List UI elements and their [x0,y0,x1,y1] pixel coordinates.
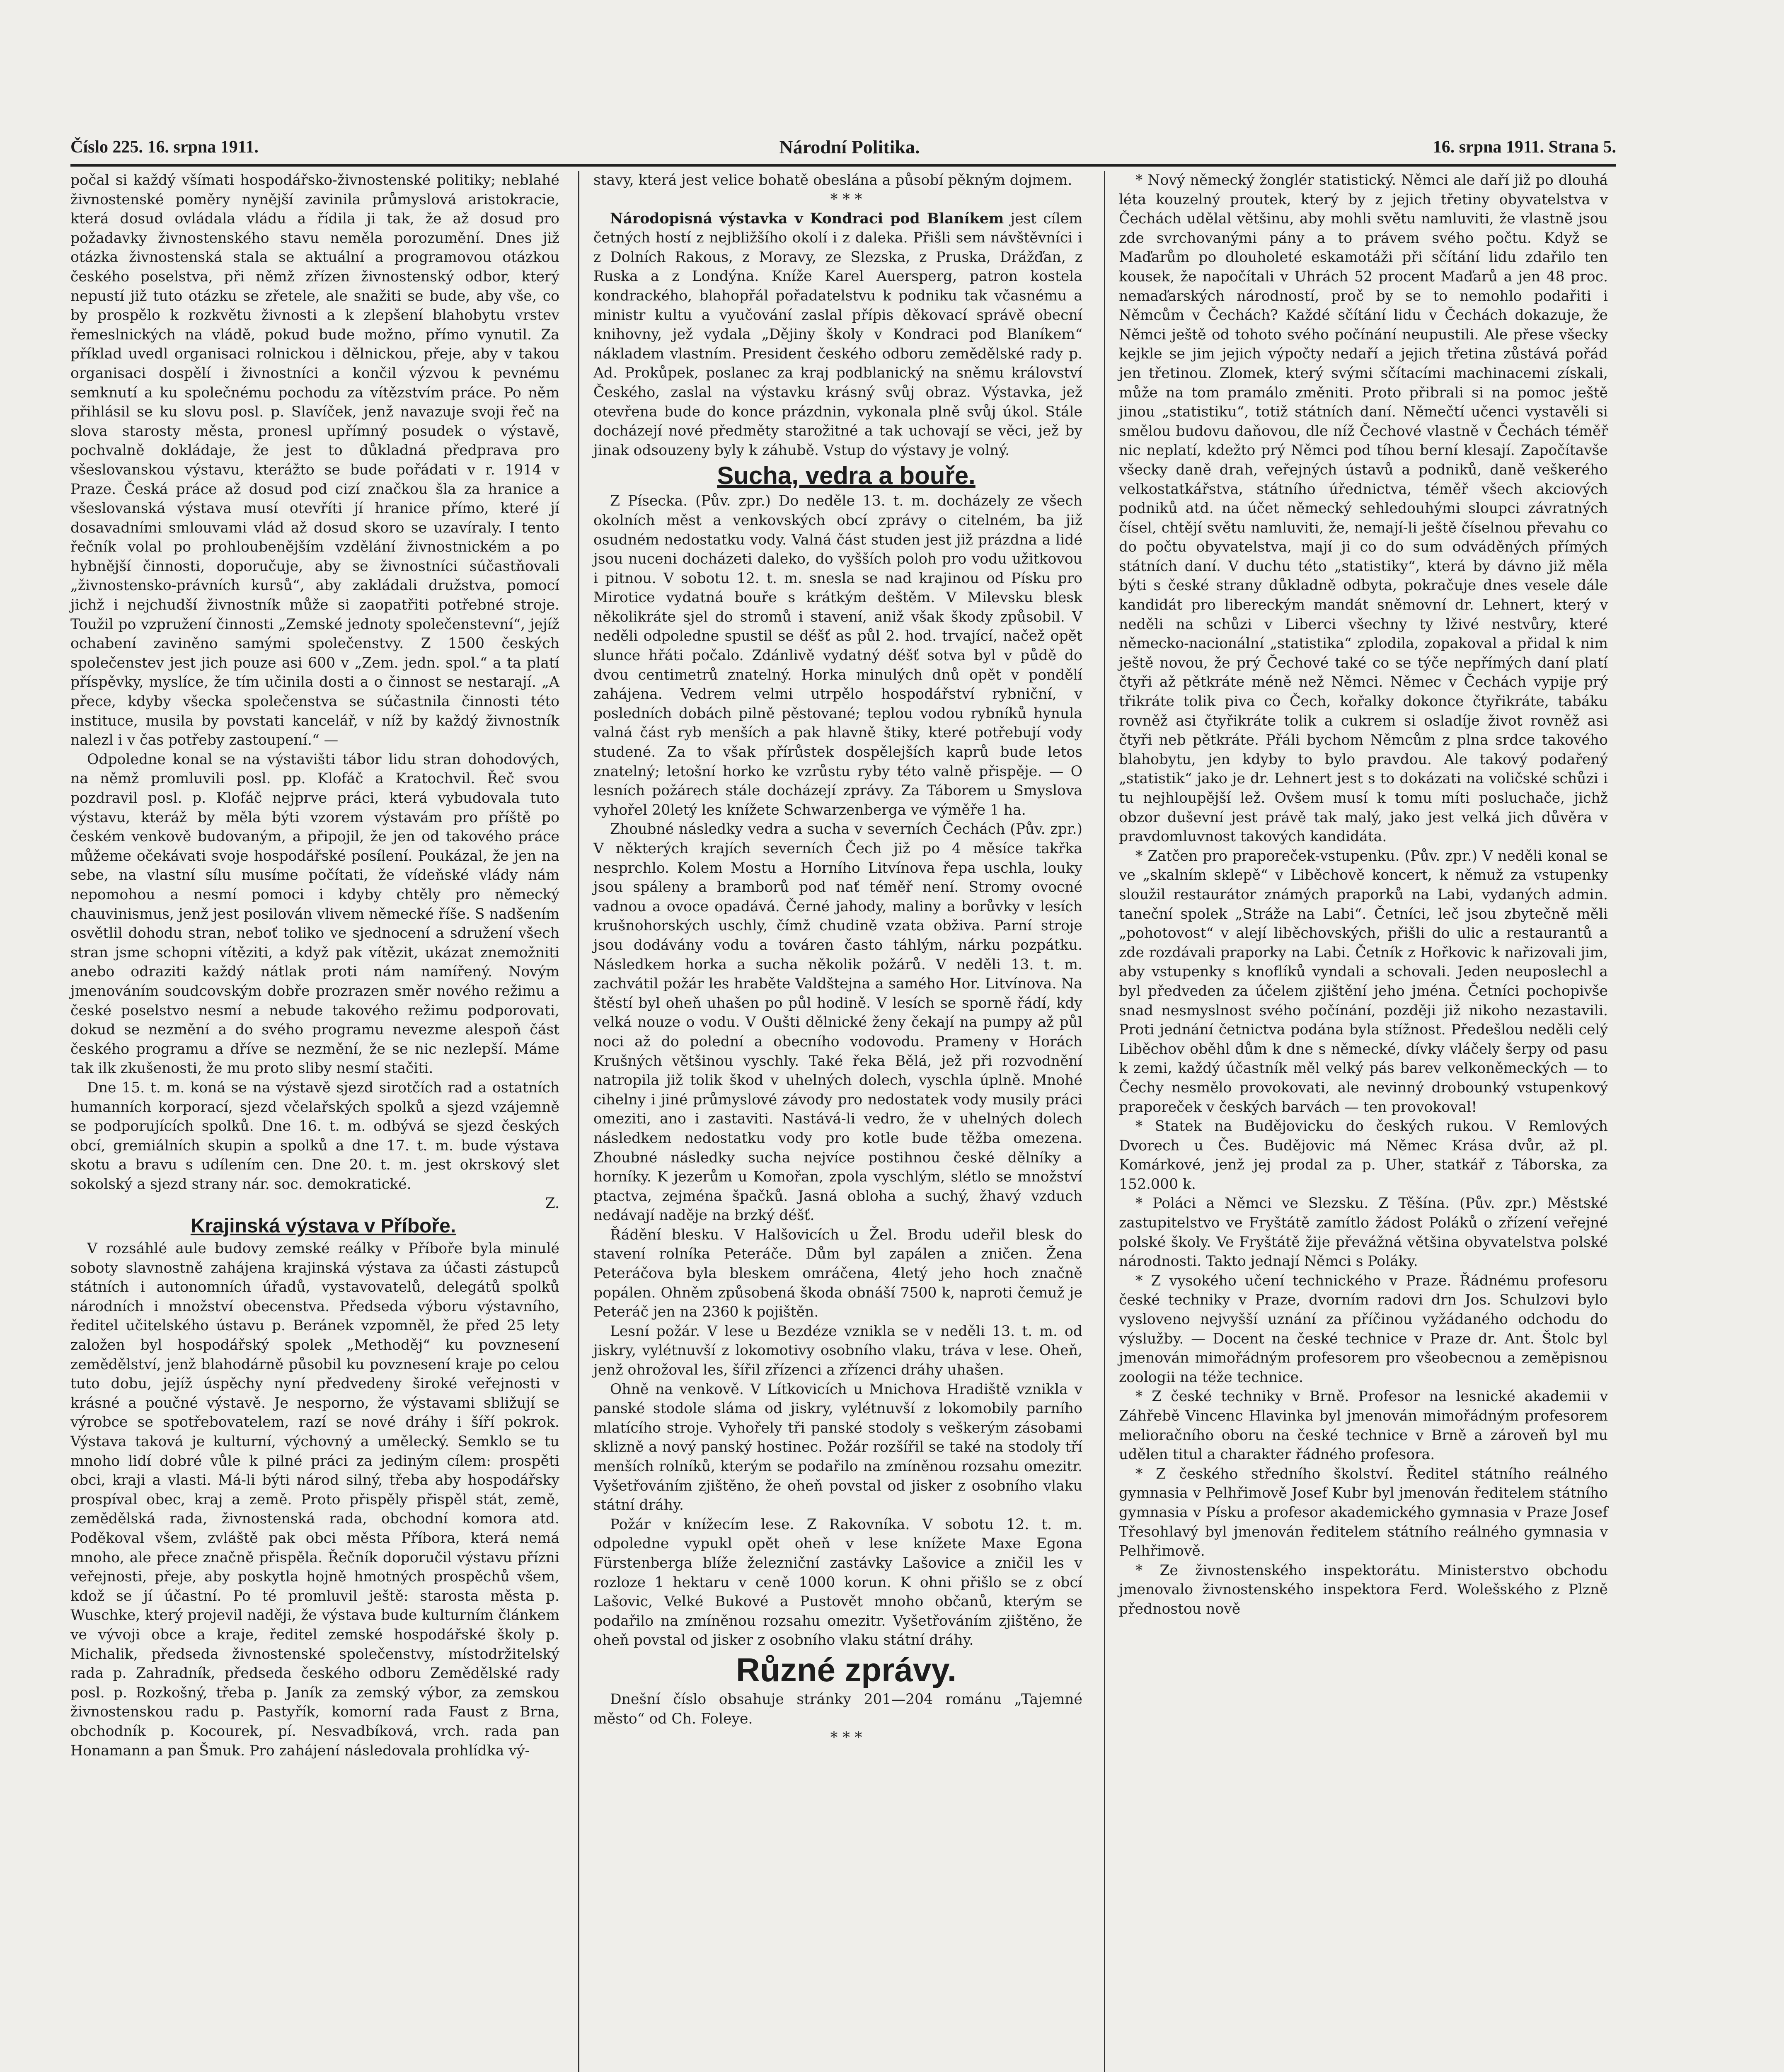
issue-number: Číslo 225. 16. srpna 1911. [70,138,259,157]
paragraph [593,209,1082,460]
header-rule [70,164,1616,167]
article-lead: Národopisná výstavka v Kondraci pod Blaníkem [610,210,1004,227]
paragraph: * Zatčen pro praporeček-vstupenku. (Pův. zpr.) V neděli konal se ve „skalním sklepě“ v Liběchově koncert, k němuž za vstupenky sloužil restaurátor známých praporků na Labi, vydaných admin. taneční spolek „Stráže na Labi“. Četníci, leč jsou zbytečně měli „pohotovost“ v alejí liběchovských, přišli do ulic a restaurantů a zde rozdávali praporky na Labi. Četník z Hořkovic k nařizovali jim, aby vstupenky s knoflíků vyndali a schovali. Jeden neuposlechl a byl předveden za účelem zjištění jeho jména. Četníci pochopivše snad nesmyslnost svého počínání, později již nikoho nezastavili. Proti jednání četnictva podána byla stížnost. Předešlou neděli celý Liběchov oběhl dům k dne s německé, dívky vláčely šerpy od pasu k zemi, každý účastník měl velký pás barev velkoněmeckých — to Čechy nesmělo provokovati, ale nevinný drobounký vstupenkový praporeček v českých barvách — ten provokoval! [1119,847,1608,1116]
paragraph: V rozsáhlé aule budovy zemské reálky v Příboře byla minulé soboty slavnostně zahájena krajinská výstava za účasti zástupců státních i autonomních úřadů, vystavovatelů, delegátů spolků národních i množství obecenstva. Předseda výboru výstavního, ředitel učitelského ústavu p. Beránek vzpomněl, že před 25 lety založen byl hospodářský spolek „Methoděj“ ku povznesení zemědělství, jenž blahodárně působil ku povznesení kraje po celou tuto dobu, jejíž úspěchy nyní předvedeny široké veřejnosti v krásné a poučné výstavě. Je nesporno, že výstavami sbližují se výrobce se spotřebovatelem, razí se nové dráhy i šíří pokrok. Výstava taková je kulturní, výchovný a umělecký. Semklo se tu mnoho lidí dobré vůle k pilné práci za jediným cílem: prospěti obci, kraji a vlasti. Má-li býti národ silný, třeba aby hospodářsky prospíval obec, kraj a země. Proto přispěly přispěl stát, země, zemědělská rada, živnostenská rada, obchodní komora atd. Poděkoval všem, zvláště pak obci města Příbora, která nemá mnoho, ale přece značně přispěla. Řečník doporučil výstavu přízni veřejnosti, přeje, aby poskytla hojně hmotných prospěchů všem, kdož se jí účastní. Po té promluvil ještě: starosta města p. Wuschke, který projevil naději, že výstava bude kulturním článkem ve vývoji obce a kraje, ředitel zemské hospodářské školy p. Michalik, předseda živnostenské společenstvy, místodržitelský rada p. Zahradník, předseda českého odboru Zemědělské rady posl. p. Rozkošný, třeba p. Janík za zemský výbor, za zemskou živnostenskou radu p. Pastyřík, komorní rada Faust z Brna, obchodník p. Kocourek, pí. Nesvadbíková, vrch. rada pan Honamann a pan Šmuk. Pro zahájení následovala prohlídka vý- [70,1240,559,1759]
column-2 [593,171,1082,1748]
paragraph: * Z českého středního školství. Ředitel státního reálného gymnasia v Pelhřimově Josef Kubr byl jmenován ředitelem státního gymnasia v Písku a profesor akademického gymnasia v Praze Josef Třesohlavý byl jmenován ředitelem státního reálného gymnasia v Pelhřimově. [1119,1465,1608,1560]
signature: Z. [545,1195,559,1212]
newspaper-page [70,133,1616,2072]
separator: * * * [830,191,862,208]
paragraph: počal si každý všímati hospodářsko-živnostenské politiky; neblahé živnostenské poměry nynější zavinila průmyslová aristokracie, která dosud ovládala vládu a řídila ji tak, že až dosud pro požadavky živnostenského stavu neměla porozumění. Dnes již otázka živnostenská stala se aktuální a programovou otázkou českého poselstva, při němž zřízen živnostenský odbor, který nepustí již tuto otázku se zřetele, ale snažiti se bude, aby vše, co by prospělo k rozkvětu živnosti a k zlepšení blahobytu vrstev řemeslnických na vládě, pokud bude možno, přímo vynutil. Za příklad uvedl organisaci rolnickou i dělnickou, přeje, aby v takou organisaci dospělí i živnostníci a končil výzvou k pevnému semknutí a ku společnému pochodu za vítězstvím práce. Po něm přihlásil se ku slovu posl. p. Slavíček, jenž navazuje svoji řeč na slova starosty města, pronesl upřímný posudek o výstavě, pochvalně dokládaje, že jest to důkladná předprava pro všeslovanskou výstavu, kterážto se bude pořádati v r. 1914 v Praze. Česká práce až dosud pod cizí značkou šla za hranice a všeslovanská výstava musí otevříti jí hranice přímo, které jí dosavadními smlouvami vlád až dosud skoro se uzavíraly. I tento řečník volal po prohloubenějším vzdělání živnostnickém a po hybnější činnosti, doporučuje, aby se živnostníci súčastňovali „živnostensko-právních kursů“, aby zakládali družstva, pomocí jichž i nejchudší živnostník může si zaopatřiti potřebné stroje. Toužil po vzpružení činnosti „Zemské jednoty společenstevní“, jejíž ochabení zaviněno samými společenstvy. Z 1500 českých společenstev jest jich pouze asi 600 v „Zem. jedn. spol.“ a ta platí příspěvky, myslíce, že tím učinila dosti a o činnost se nestarají. „A přece, kdyby všecka společenstva se súčastnila činnosti této instituce, musila by povstati kancelář, v níž by každý živnostník nalezl i v čas potřeby zastoupení.“ — [70,172,559,749]
running-header [70,133,1616,162]
paragraph: Řádění blesku. V Halšovicích u Žel. Brodu udeřil blesk do stavení rolníka Peteráče. Dům byl zapálen a zničen. Žena Peteráčova byla bleskem omráčena, 4letý jeho hoch značně popálen. Ohněm způsobená škoda obnáší 7500 k, naproti čemuž je Peteráč jen na 2360 k pojištěn. [593,1226,1082,1321]
paragraph: Dne 15. t. m. koná se na výstavě sjezd sirotčích rad a ostatních humanních korporací, sjezd včelařských spolků a sjezd vzájemně se podporujících spolků. Dne 16. t. m. odbývá se sjezd českých obcí, gremiálních skupin a spolků a dne 17. t. m. bude výstava skotu a bravu s udílením cen. Dne 20. t. m. jest okrskový slet sokolský a sjezd strany nár. soc. demokratické. [70,1079,559,1193]
date-and-page: 16. srpna 1911. Strana 5. [1433,138,1616,157]
column-1 [70,171,559,1760]
paragraph: Z Písecka. (Pův. zpr.) Do neděle 13. t. m. docházely ze všech okolních měst a venkovských obcí zprávy o citelném, ba již osudném nedostatku vody. Valná část studen jest již prázdna a lidé jsou nuceni docházeti daleko, do vyšších poloh pro vodu užitkovou i pitnou. V sobotu 12. t. m. snesla se nad krajinou od Písku pro Mirotice vydatná bouře s krátkým deštěm. V Milevsku blesk několikráte sjel do stromů i stavení, aniž však škody způsobil. V neděli odpoledne spustil se déšť as půl 2. hod. trvající, načež opět slunce hřáti počalo. Zdánlivě vydatný déšť sotva byl v půdě do dvou centimetrů znatelný. Horka minulých dnů opět v pondělí zahájena. Vedrem velmi utrpělo hospodářství rybniční, v posledních dobách pilně pěstované; teplou vodou rybníků hynula valná část ryb menších a pak hlavně štiky, které potřebují vody studené. Za to však přírůstek dospělejších kaprů bude letos znatelný; letošní horko ke vzrůstu ryby této valně přispěje. — O lesních požárech stále docházejí zprávy. Za Táborem u Smyslova vyhořel 20letý les knížete Schwarzenberga ve výměře 1 ha. [593,493,1082,818]
column-3 [1119,171,1608,1619]
paragraph: * Poláci a Němci ve Slezsku. Z Těšína. (Pův. zpr.) Městské zastupitelstvo ve Fryštátě zamítlo žádost Poláků o zřízení veřejné polské školy. Ve Fryštátě žije převážná většina obyvatelstva polské národnosti. Takto jednají Němci s Poláky. [1119,1195,1608,1270]
column-divider [1104,171,1105,2072]
paragraph: * Ze živnostenského inspektorátu. Ministerstvo obchodu jmenovalo živnostenského inspektora Ferd. Wolešského z Plzně přednostou nově [1119,1562,1608,1617]
article-headline: Krajinská výstava v Příboře. [190,1215,456,1237]
separator: * * * [830,1729,862,1747]
paragraph-text: jest cílem četných hostí z nejbližšího okolí i z daleka. Přišli sem návštěvníci i z Dolních Rakous, z Moravy, ze Slezska, z Pruska, Drážďan, z Ruska a z Londýna. Kníže Karel Auersperg, patron kostela kondrackého, blahopřál pořadatelstvu k podniku tak včasnému a ministr kultu a vyučování zaslal přípis děkovací správě obecní knihovny, jež vydala „Dějiny školy v Kondraci pod Blaníkem“ nákladem vlastním. President českého odboru zemědělské rady p. Ad. Prokůpek, poslanec za kraj podblanický na sněmu království Českého, zaslal na výstavku krásný svůj obraz. Výstavka, jež otevřena bude do konce prázdnin, vykonala plně svůj úkol. Stále docházejí nové předměty starožitné a tak uchovají se věci, jež by jinak odsouzeny byly k záhubě. Vstup do výstavy je volný. [593,210,1082,459]
paragraph: Ohně na venkově. V Lítkovicích u Mnichova Hradiště vznikla v panské stodole sláma od jiskry, vylétnuvší z lokomobily parního mlatícího stroje. Vyhořely tři panské stodoly s veškerým zásobami sklizně a nový panský hostinec. Požár rozšířil se také na stodoly tří menších rolníků, kterým se podařilo na zmíněnou rozsahu omezitr. Vyšetřováním zjištěno, že oheň povstal od jisker z osobního vlaku státní dráhy. [593,1381,1082,1514]
paragraph: Odpoledne konal se na výstavišti tábor lidu stran dohodových, na němž promluvili posl. pp. Klofáč a Kratochvil. Řeč svou pozdravil posl. p. Klofáč nejprve práci, která vybudovala tuto výstavu, kteráž by měla býti vzorem výstavám pro příště po českém venkově budovaným, a připojil, že jen od takového práce můžeme očekávati svoje hospodářské posílení. Poukázal, že jen na sebe, na vlastní sílu musíme počítati, že vídeňské vlády nám nepomohou a nesmí pomoci i kdyby chtěly pro německý chauvinismus, jenž jest posilován vlivem německé říše. S nadšením osvětlil dohodu stran, neboť toliko ve sjednocení a sdružení všech stran jsme schopni vítěziti, a když pak vítězit, ukázat znemožniti anebo odraziti každý nátlak proti nám namířený. Novým jmenováním soudcovským dobře prozrazen směr nového režimu a české poselstvo nesmí a nebude takového režimu podporovati, dokud se nezmění a do svého programu nevezme alespoň část českého programu a dříve se nezmění, že se nic nezlepší. Máme tak ilk zkušenosti, že mu proto sliby nesmí stačiti. [70,751,559,1077]
paragraph: * Z české techniky v Brně. Profesor na lesnické akademii v Záhřebě Vincenc Hlavinka byl jmenován mimořádným profesorem melioračního oboru na české technice v Brně a zároveň byl mu udělen titul a charakter řádného profesora. [1119,1388,1608,1463]
paragraph: * Z vysokého učení technického v Praze. Řádnému profesoru české techniky v Praze, dvorním radovi drn Jos. Schulzovi bylo vysloveno nejvyšší uznání za příčinou vyžádaného odchodu do výslužby. — Docent na české technice v Praze dr. Ant. Štolc byl jmenován mimořádným profesorem pro všeobecnou a zeměpisnou zoologii na téže technice. [1119,1272,1608,1386]
paragraph: stavy, která jest velice bohatě obeslána a působí pěkným dojmem. [593,172,1072,189]
newspaper-title: Národní Politika. [779,136,920,157]
paragraph: Požár v knížecím lese. Z Rakovníka. V sobotu 12. t. m. odpoledne vypukl opět oheň v lese knížete Maxe Egona Fürstenberga blíže železniční zastávky Lašovice a zničil les v rozloze 1 hektaru v ceně 1000 korun. K ohni přišlo se z obcí Lašovic, Velké Bukové a Pustovět mnoho občanů, kterým se podařilo na zmíněnou rozsahu omezitr. Vyšetřováním zjištěno, že oheň povstal od jisker z osobního vlaku státní dráhy. [593,1516,1082,1649]
paragraph: * Nový německý žonglér statistický. Němci ale daří již po dlouhá léta kouzelný proutek, který by z jejich třetiny obyvatelstva v Čechách udělal většinu, aby mohli světu namluviti, že vlastně jsou zde svrchovanými pány a to právem svého počtu. Když se Maďarům po dlouholeté eskamotáži při sčítání lidu zdařilo ten kousek, že napočítali v Uhrách 52 procent Maďarů a jen 48 proc. nemaďarských národností, proč by se to nemohlo podařiti i Němcům v Čechách? Každé sčítání lidu v Čechách dokazuje, že Němci ještě od tohoto svého počínání neupustili. Ale přese všecky kejkle se jim jejich výpočty nedaří a jejich třetina zůstává pořád jen třetinou. Zlomek, který svými sčítacími machinacemi získali, může na tom pramálo změniti. Proto přibrali si na pomoc ještě jinou „statistiku“, totiž státních daní. Němečtí učenci vystavěli si smělou budovu daňovou, dle níž Čechové vlastně v Čechách téměř nic neplatí, kdežto prý Němci pod tíhou berní klesají. Započítavše všecky daně drah, veřejných ústavů a podniků, daně veškerého velkostatkářstva, státního úřednictva, téměř všech akciových podniků atd. na účet německý sehledouhými sloupci závratných čísel, chtějí světu namluviti, že, nemají-li ještě číselnou převahu co do počtu obyvatelstva, mají ji co do sum odváděných přímých státních daní. V duchu této „statistiky“, která by dávno již měla býti s české strany důkladně odbyta, pokračuje dnes vesele dále kandidát pro libereckým mandát sněmovní dr. Lehnert, který v neděli na schůzi v Liberci všechny ty lživé nestvůry, které německo-nacionální „statistika“ zplodila, zopakoval a přidal k nim ještě novou, že prý Čechové také co se týče nepřímých daní platí čtyři až pětkráte méně než Němci. Němec v Čechách vypije prý třikráte tolik piva co Čech, kořalky dokonce čtyřikráte, tabáku rovněž asi čtyřikráte tolik a cukrem si osladíje život rovněž asi čtyři neb pětkráte. Přáli bychom Němcům z plna srdce takového blahobytu, jen kdyby to bylo pravdou. Ale takový podařený „statistik“ jako je dr. Lehnert jest s to dokázati na voličské schůzi i tu nejhloupější lež. Ovšem musí k tomu míti posluchače, jichž obzor duševní jest právě tak malý, jako jest velká jich důvěra v pravdomluvnost takových kandidáta. [1119,172,1608,845]
paragraph: Dnešní číslo obsahuje stránky 201—204 románu „Tajemné město“ od Ch. Foleye. [593,1691,1082,1727]
column-divider [578,171,579,2072]
section-headline: Různé zprávy. [736,1651,956,1688]
paragraph: Lesní požár. V lese u Bezdéze vznikla se v neděli 13. t. m. od jiskry, vylétnuvší z lokomotivy osobního vlaku, tráva v lese. Oheň, jenž ohrožoval les, šířil zřízenci a zřízenci dráhy uhašen. [593,1323,1082,1379]
paragraph: * Statek na Budějovicku do českých rukou. V Remlových Dvorech u Čes. Budějovic má Němec Krása dvůr, až pl. Komárkové, jenž jej prodal za p. Uher, statkář z Táborska, za 152.000 k. [1119,1118,1608,1193]
article-headline: Sucha, vedra a bouře. [717,462,976,490]
paragraph: Zhoubné následky vedra a sucha v severních Čechách (Pův. zpr.) V některých krajích severních Čech již po 4 měsíce takřka nesprchlo. Kolem Mostu a Horního Litvínova řepa uschla, louky jsou spáleny a bramborů pod nať téměř není. Stromy ovocné vadnou a ovoce opadává. Černé jahody, maliny a borůvky v lesích krušnohorských uschly, čímž chudině vzata obživa. Parní stroje jsou dodávány vodu a továren často táhlým, nárku pozpátku. Následkem horka a sucha několik požárů. V neděli 13. t. m. zachvátil požár les hraběte Valdštejna a samého Hor. Litvínova. Na štěstí byl oheň uhašen po půl hodině. V lesích se sporně řádí, kdy velká nouze o vodu. V Oušti dělnické ženy čekají na pumpy až půl noci až do polední a obecního vodovodu. Prameny v Horách Krušných většinou vyschly. Také řeka Bělá, jež při rozvodnění natropila již tolik škod v uhelných dolech, vyschla úplně. Mnohé cihelny i jiné průmyslové závody pro nedostatek vody musily práci omeziti, ano i zastaviti. Nastává-li vedro, že v uhelných dolech následkem nedostatku vody pro kotle bude těžba omezena. Zhoubné následky sucha nejvíce postihnou české dělníky a horníky. K jezerům u Komořan, zpola vyschlým, slétlo se množství ptactva, zejména špačků. Jasná obloha a suchý, žhavý vzduch nedávají naděje na brzký déšť. [593,821,1082,1224]
